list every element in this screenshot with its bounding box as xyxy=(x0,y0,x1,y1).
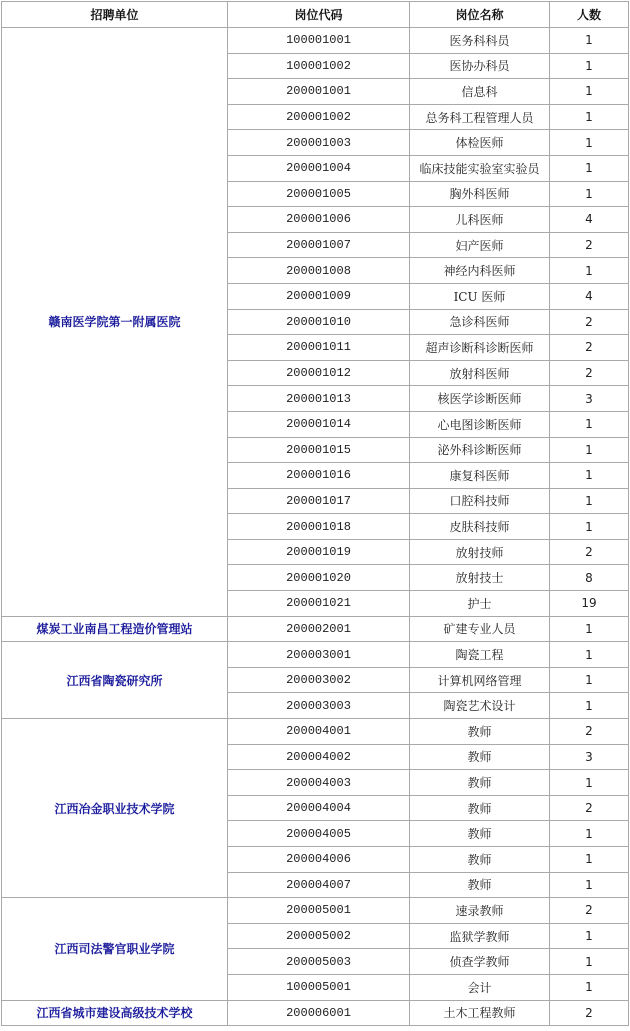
count-cell: 1 xyxy=(550,181,629,207)
name-cell: 土木工程教师 xyxy=(410,1000,550,1026)
code-cell: 200001010 xyxy=(228,309,410,335)
name-cell: 信息科 xyxy=(410,79,550,105)
name-cell: 计算机网络管理 xyxy=(410,667,550,693)
name-cell: 教师 xyxy=(410,770,550,796)
name-cell: 放射技士 xyxy=(410,565,550,591)
code-cell: 200001012 xyxy=(228,360,410,386)
count-cell: 2 xyxy=(550,360,629,386)
table-row xyxy=(2,719,629,745)
code-cell: 200001003 xyxy=(228,130,410,156)
count-cell: 1 xyxy=(550,872,629,898)
name-cell: 康复科医师 xyxy=(410,463,550,489)
table-row xyxy=(2,642,629,668)
name-cell: 超声诊断科诊断医师 xyxy=(410,335,550,361)
code-cell: 200001005 xyxy=(228,181,410,207)
count-cell: 2 xyxy=(550,1000,629,1026)
code-cell: 200004003 xyxy=(228,770,410,796)
code-cell: 200001004 xyxy=(228,155,410,181)
count-cell: 3 xyxy=(550,386,629,412)
count-cell: 4 xyxy=(550,283,629,309)
code-cell: 200006001 xyxy=(228,1000,410,1026)
name-cell: 临床技能实验室实验员 xyxy=(410,155,550,181)
count-cell: 1 xyxy=(550,923,629,949)
count-cell: 1 xyxy=(550,411,629,437)
count-cell: 1 xyxy=(550,53,629,79)
code-cell: 200003002 xyxy=(228,667,410,693)
code-cell: 200001015 xyxy=(228,437,410,463)
count-cell: 1 xyxy=(550,642,629,668)
name-cell: 泌外科诊断医师 xyxy=(410,437,550,463)
count-cell: 1 xyxy=(550,770,629,796)
count-cell: 1 xyxy=(550,463,629,489)
count-cell: 1 xyxy=(550,488,629,514)
count-cell: 1 xyxy=(550,437,629,463)
count-cell: 2 xyxy=(550,719,629,745)
name-cell: 陶瓷艺术设计 xyxy=(410,693,550,719)
count-cell: 1 xyxy=(550,155,629,181)
count-cell: 2 xyxy=(550,539,629,565)
count-cell: 2 xyxy=(550,898,629,924)
code-cell: 200002001 xyxy=(228,616,410,642)
recruitment-table xyxy=(1,1,629,1026)
code-cell: 200001013 xyxy=(228,386,410,412)
name-cell: 总务科工程管理人员 xyxy=(410,104,550,130)
code-cell: 200001009 xyxy=(228,283,410,309)
name-cell: 体检医师 xyxy=(410,130,550,156)
name-cell: 矿建专业人员 xyxy=(410,616,550,642)
name-cell: 会计 xyxy=(410,974,550,1000)
code-cell: 200004006 xyxy=(228,847,410,873)
code-cell: 200004001 xyxy=(228,719,410,745)
code-cell: 200004004 xyxy=(228,795,410,821)
count-cell: 3 xyxy=(550,744,629,770)
name-cell: 口腔科技师 xyxy=(410,488,550,514)
count-cell: 1 xyxy=(550,130,629,156)
code-cell: 200001006 xyxy=(228,207,410,233)
code-cell: 200004007 xyxy=(228,872,410,898)
name-cell: 教师 xyxy=(410,744,550,770)
count-cell: 2 xyxy=(550,232,629,258)
header-count: 人数 xyxy=(550,2,629,28)
count-cell: 1 xyxy=(550,847,629,873)
count-cell: 8 xyxy=(550,565,629,591)
count-cell: 1 xyxy=(550,514,629,540)
code-cell: 200001016 xyxy=(228,463,410,489)
table-row xyxy=(2,1000,629,1026)
name-cell: 医务科科员 xyxy=(410,28,550,54)
count-cell: 1 xyxy=(550,28,629,54)
code-cell: 200001019 xyxy=(228,539,410,565)
code-cell: 100001002 xyxy=(228,53,410,79)
code-cell: 200001011 xyxy=(228,335,410,361)
name-cell: 侦查学教师 xyxy=(410,949,550,975)
name-cell: 监狱学教师 xyxy=(410,923,550,949)
count-cell: 2 xyxy=(550,309,629,335)
code-cell: 200001021 xyxy=(228,591,410,617)
count-cell: 1 xyxy=(550,79,629,105)
count-cell: 1 xyxy=(550,821,629,847)
code-cell: 200001002 xyxy=(228,104,410,130)
name-cell: 教师 xyxy=(410,872,550,898)
name-cell: 陶瓷工程 xyxy=(410,642,550,668)
code-cell: 200001001 xyxy=(228,79,410,105)
code-cell: 100005001 xyxy=(228,974,410,1000)
code-cell: 200005001 xyxy=(228,898,410,924)
name-cell: 心电图诊断医师 xyxy=(410,411,550,437)
name-cell: ICU 医师 xyxy=(410,283,550,309)
table-row xyxy=(2,898,629,924)
count-cell: 1 xyxy=(550,949,629,975)
header-unit: 招聘单位 xyxy=(2,2,228,28)
name-cell: 教师 xyxy=(410,795,550,821)
name-cell: 教师 xyxy=(410,847,550,873)
name-cell: 急诊科医师 xyxy=(410,309,550,335)
unit-cell: 赣南医学院第一附属医院 xyxy=(2,28,228,617)
code-cell: 200001017 xyxy=(228,488,410,514)
name-cell: 教师 xyxy=(410,719,550,745)
count-cell: 2 xyxy=(550,335,629,361)
header-code: 岗位代码 xyxy=(228,2,410,28)
unit-cell: 江西省陶瓷研究所 xyxy=(2,642,228,719)
name-cell: 速录教师 xyxy=(410,898,550,924)
name-cell: 核医学诊断医师 xyxy=(410,386,550,412)
count-cell: 1 xyxy=(550,258,629,284)
count-cell: 1 xyxy=(550,974,629,1000)
table-body xyxy=(2,28,629,1026)
name-cell: 放射科医师 xyxy=(410,360,550,386)
unit-cell: 江西冶金职业技术学院 xyxy=(2,719,228,898)
count-cell: 1 xyxy=(550,693,629,719)
header-row xyxy=(2,2,629,28)
name-cell: 儿科医师 xyxy=(410,207,550,233)
count-cell: 4 xyxy=(550,207,629,233)
name-cell: 妇产医师 xyxy=(410,232,550,258)
table-row xyxy=(2,28,629,54)
table-row xyxy=(2,616,629,642)
code-cell: 200004005 xyxy=(228,821,410,847)
code-cell: 200001008 xyxy=(228,258,410,284)
name-cell: 皮肤科技师 xyxy=(410,514,550,540)
name-cell: 护士 xyxy=(410,591,550,617)
unit-cell: 江西司法警官职业学院 xyxy=(2,898,228,1000)
name-cell: 胸外科医师 xyxy=(410,181,550,207)
count-cell: 1 xyxy=(550,104,629,130)
code-cell: 200001007 xyxy=(228,232,410,258)
code-cell: 200003001 xyxy=(228,642,410,668)
code-cell: 200005003 xyxy=(228,949,410,975)
name-cell: 放射技师 xyxy=(410,539,550,565)
count-cell: 1 xyxy=(550,667,629,693)
name-cell: 教师 xyxy=(410,821,550,847)
unit-cell: 煤炭工业南昌工程造价管理站 xyxy=(2,616,228,642)
code-cell: 100001001 xyxy=(228,28,410,54)
code-cell: 200005002 xyxy=(228,923,410,949)
count-cell: 19 xyxy=(550,591,629,617)
header-name: 岗位名称 xyxy=(410,2,550,28)
code-cell: 200004002 xyxy=(228,744,410,770)
name-cell: 医协办科员 xyxy=(410,53,550,79)
code-cell: 200001018 xyxy=(228,514,410,540)
code-cell: 200001014 xyxy=(228,411,410,437)
unit-cell: 江西省城市建设高级技术学校 xyxy=(2,1000,228,1026)
code-cell: 200003003 xyxy=(228,693,410,719)
count-cell: 2 xyxy=(550,795,629,821)
name-cell: 神经内科医师 xyxy=(410,258,550,284)
count-cell: 1 xyxy=(550,616,629,642)
code-cell: 200001020 xyxy=(228,565,410,591)
